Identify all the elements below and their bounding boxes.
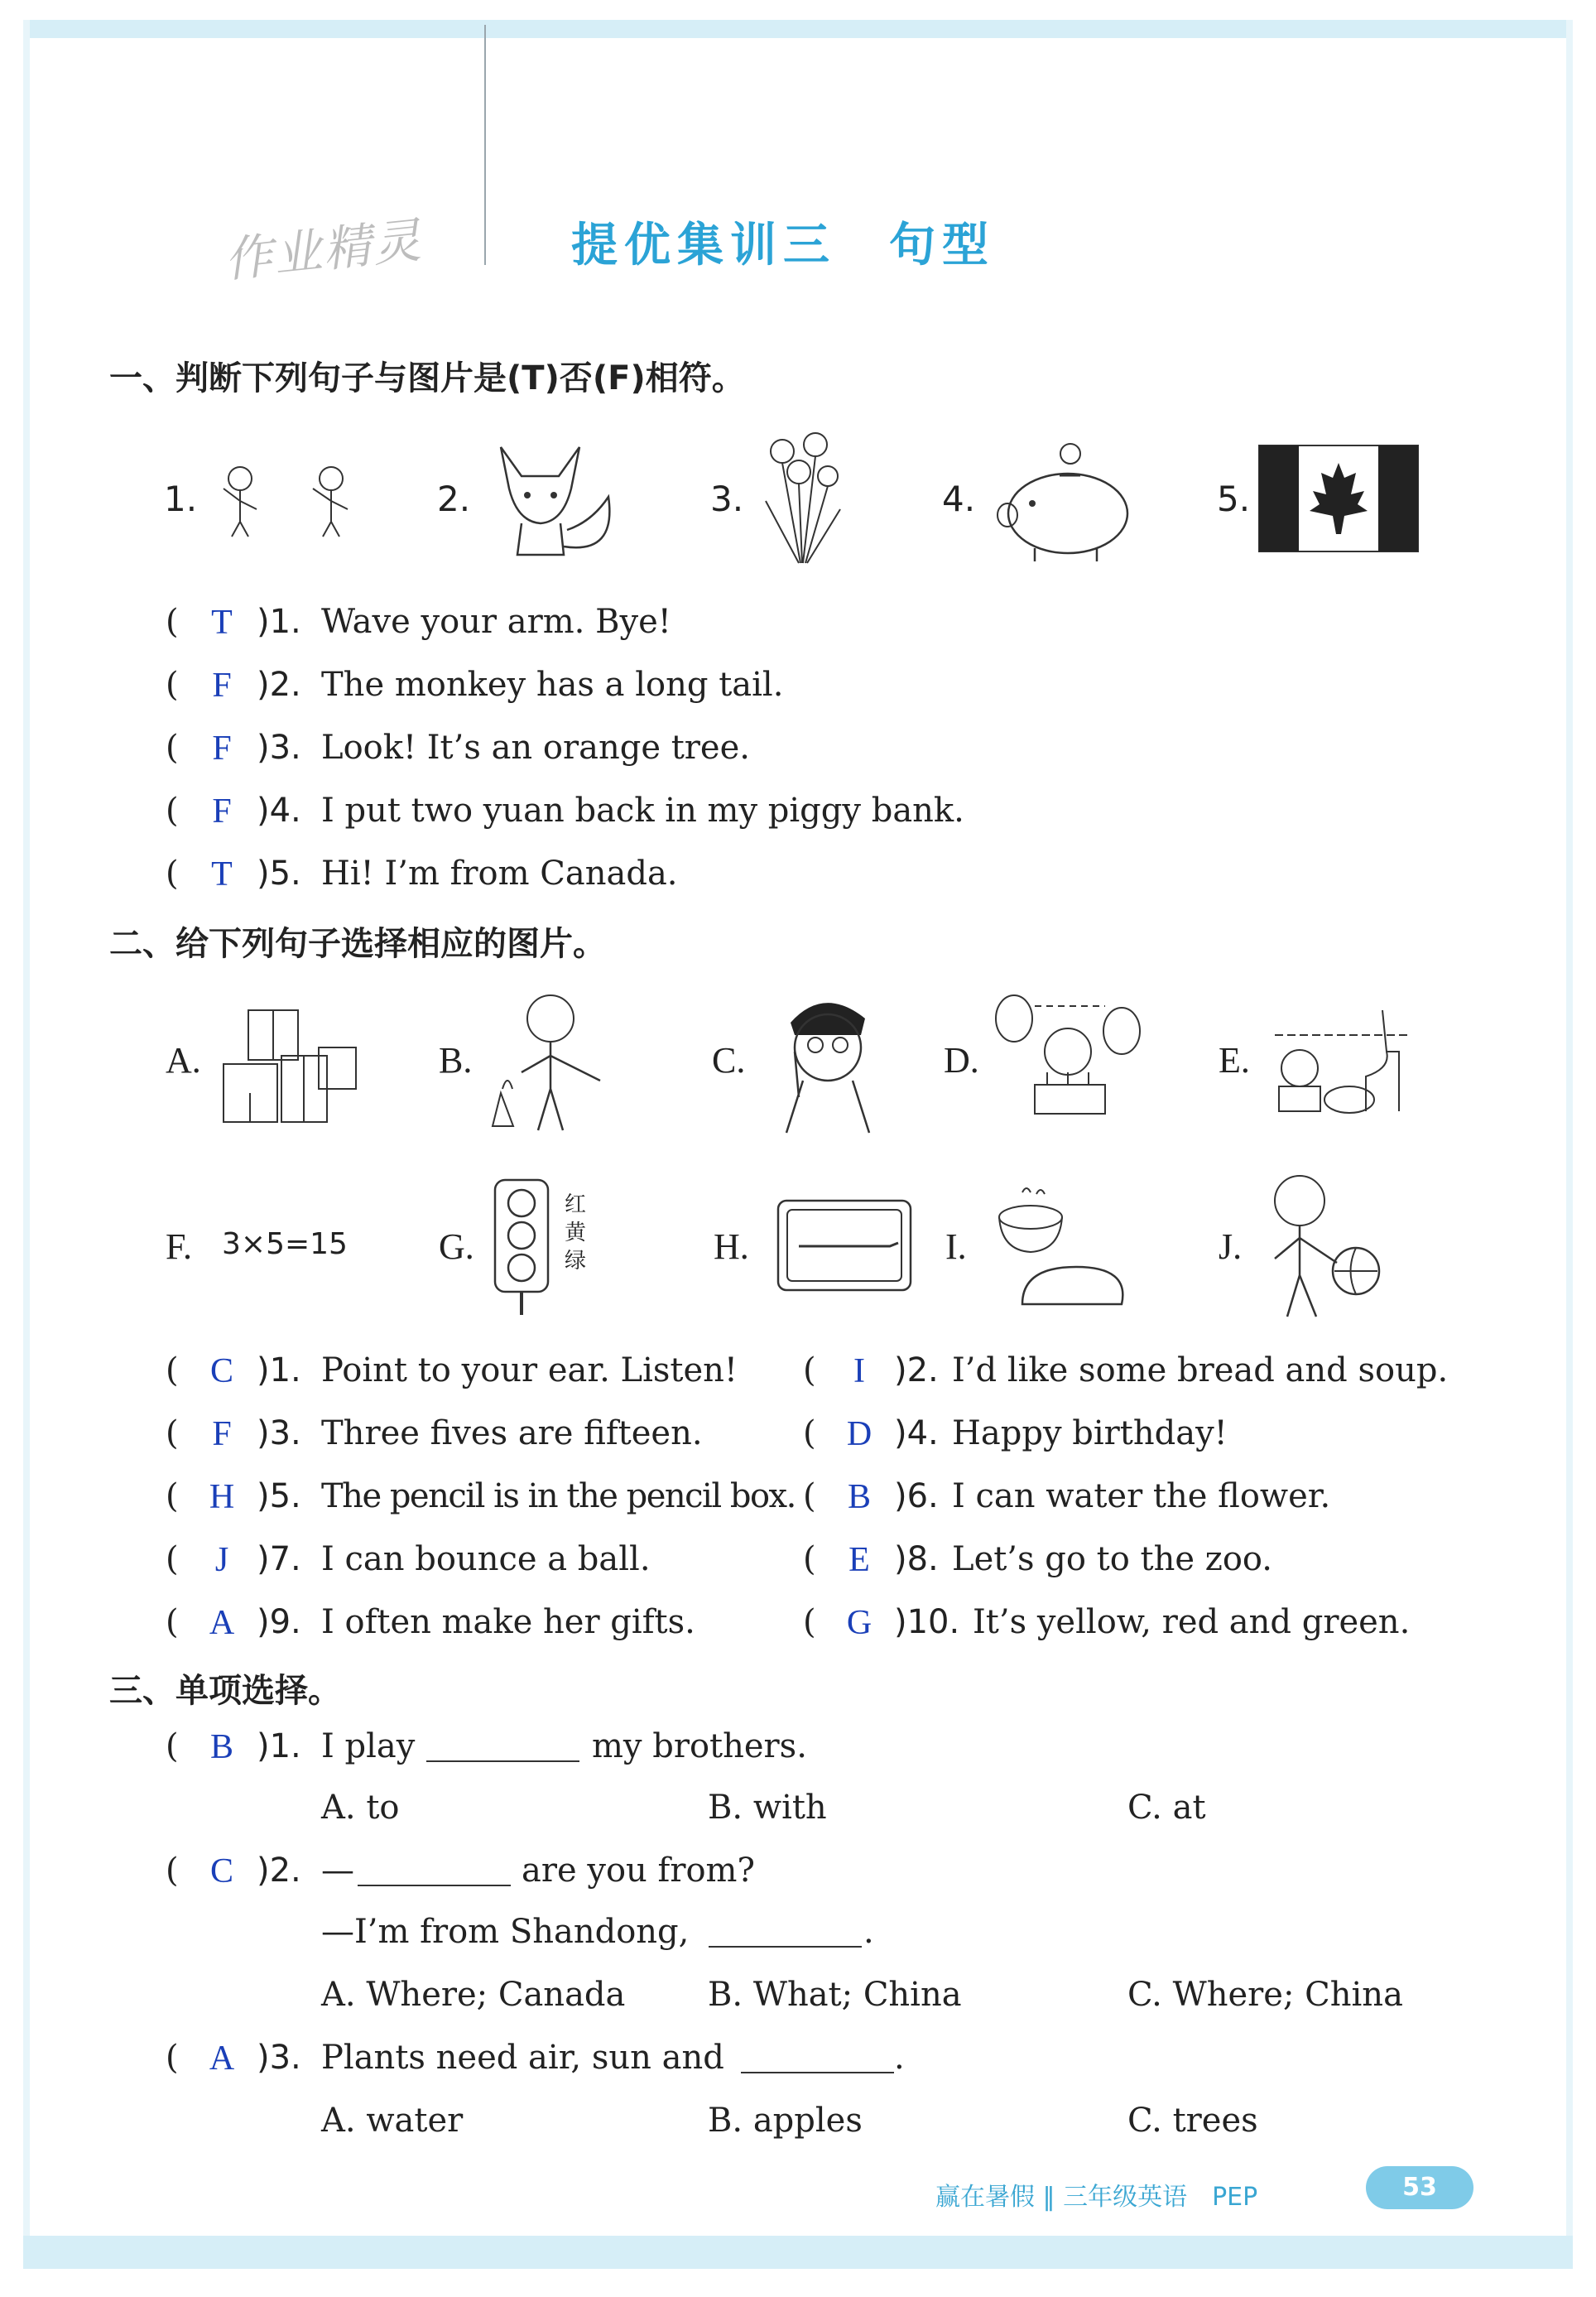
- s1-pic-label-4: 4.: [942, 479, 976, 519]
- s3-q3-option-c: C. trees: [1127, 2102, 1258, 2140]
- answer-mark: A: [209, 1604, 235, 1642]
- page-frame-bottom: [23, 2236, 1573, 2269]
- piggy-bank-icon: [989, 439, 1138, 563]
- s1-pic-label-1: 1.: [164, 479, 198, 519]
- s2-pic-label-I: I.: [945, 1226, 967, 1267]
- s2-pic-label-F: F.: [166, 1226, 192, 1267]
- answer-mark: E: [848, 1541, 870, 1579]
- answer-mark: J: [214, 1541, 229, 1579]
- s2-pic-label-J: J.: [1219, 1226, 1243, 1267]
- s2-pic-label-H: H.: [714, 1226, 749, 1267]
- answer-mark: C: [209, 1352, 233, 1390]
- s2-pic-label-E: E.: [1219, 1040, 1250, 1081]
- s1-pic-label-5: 5.: [1217, 479, 1251, 519]
- s1-pic-label-2: 2.: [437, 479, 471, 519]
- section2-heading: 二、给下列句子选择相应的图片。: [109, 925, 606, 963]
- zoo-animals-icon: [1267, 1002, 1416, 1118]
- s3-q2-option-c: C. Where; China: [1127, 1976, 1403, 2014]
- answer-mark: I: [853, 1352, 865, 1390]
- wave-people-icon: [207, 455, 364, 538]
- section1-heading: 一、判断下列句子与图片是(T)否(F)相符。: [109, 359, 745, 397]
- gift-boxes-icon: [219, 994, 360, 1126]
- footer-book-title: 赢在暑假 ‖ 三年级英语 PEP: [935, 2183, 1258, 2212]
- boy-pointing-ear-icon: [770, 985, 886, 1134]
- header-divider: [484, 25, 486, 265]
- traffic-light-icon: [488, 1176, 555, 1317]
- section3-heading: 三、单项选择。: [109, 1672, 341, 1710]
- fox-icon: [484, 431, 625, 563]
- answer-blank: [741, 2045, 894, 2073]
- girl-watering-flower-icon: [476, 990, 633, 1134]
- s3-q1-option-b: B. with: [708, 1789, 827, 1827]
- answer-mark: F: [212, 792, 232, 831]
- answer-mark: T: [211, 855, 233, 893]
- s2-pic-label-A: A.: [166, 1040, 201, 1081]
- answer-blank: [426, 1734, 579, 1762]
- answer-mark: B: [847, 1478, 871, 1516]
- s3-q3-option-b: B. apples: [708, 2102, 863, 2140]
- s3-q2-option-b: B. What; China: [708, 1976, 962, 2014]
- page-frame-right: [1566, 20, 1573, 2269]
- page-title: 提优集训三 句型: [571, 219, 995, 272]
- birthday-party-icon: [989, 990, 1147, 1134]
- answer-blank: [358, 1858, 511, 1886]
- bread-soup-icon: [985, 1184, 1134, 1308]
- answer-mark: A: [209, 2039, 235, 2078]
- s2-pic-label-B: B.: [439, 1040, 473, 1081]
- answer-mark: F: [212, 1415, 232, 1453]
- s2-pic-label-C: C.: [712, 1040, 746, 1081]
- math-equation: 3×5=15: [222, 1227, 348, 1261]
- flower-bouquet-icon: [749, 426, 857, 567]
- page-frame-top: [23, 20, 1573, 38]
- answer-mark: F: [212, 667, 232, 705]
- s2-pic-label-G: G.: [439, 1226, 474, 1267]
- light-label-red: 红: [565, 1192, 587, 1217]
- light-label-yellow: 黄: [565, 1221, 587, 1245]
- pencil-box-icon: [774, 1197, 915, 1296]
- s2-pic-label-D: D.: [944, 1040, 979, 1081]
- page-frame-left: [23, 20, 30, 2269]
- answer-mark: D: [846, 1415, 873, 1453]
- answer-mark: B: [209, 1728, 233, 1766]
- light-label-green: 绿: [565, 1249, 587, 1274]
- s3-q2-option-a: A. Where; Canada: [321, 1976, 626, 2014]
- brand-watermark: 作业精灵: [221, 211, 425, 289]
- answer-mark: F: [212, 730, 232, 768]
- canada-flag-icon: [1258, 445, 1419, 552]
- s3-q1-option-a: A. to: [321, 1789, 400, 1827]
- answer-mark: T: [211, 604, 233, 642]
- s3-q1-option-c: C. at: [1127, 1789, 1206, 1827]
- answer-blank: [709, 1919, 862, 1948]
- page-number-badge: 53: [1366, 2166, 1473, 2209]
- boy-bouncing-ball-icon: [1258, 1168, 1382, 1321]
- answer-mark: H: [209, 1478, 235, 1516]
- s3-q3-option-a: A. water: [321, 2102, 464, 2140]
- s1-pic-label-3: 3.: [710, 479, 744, 519]
- answer-mark: C: [209, 1852, 233, 1890]
- answer-mark: G: [846, 1604, 873, 1642]
